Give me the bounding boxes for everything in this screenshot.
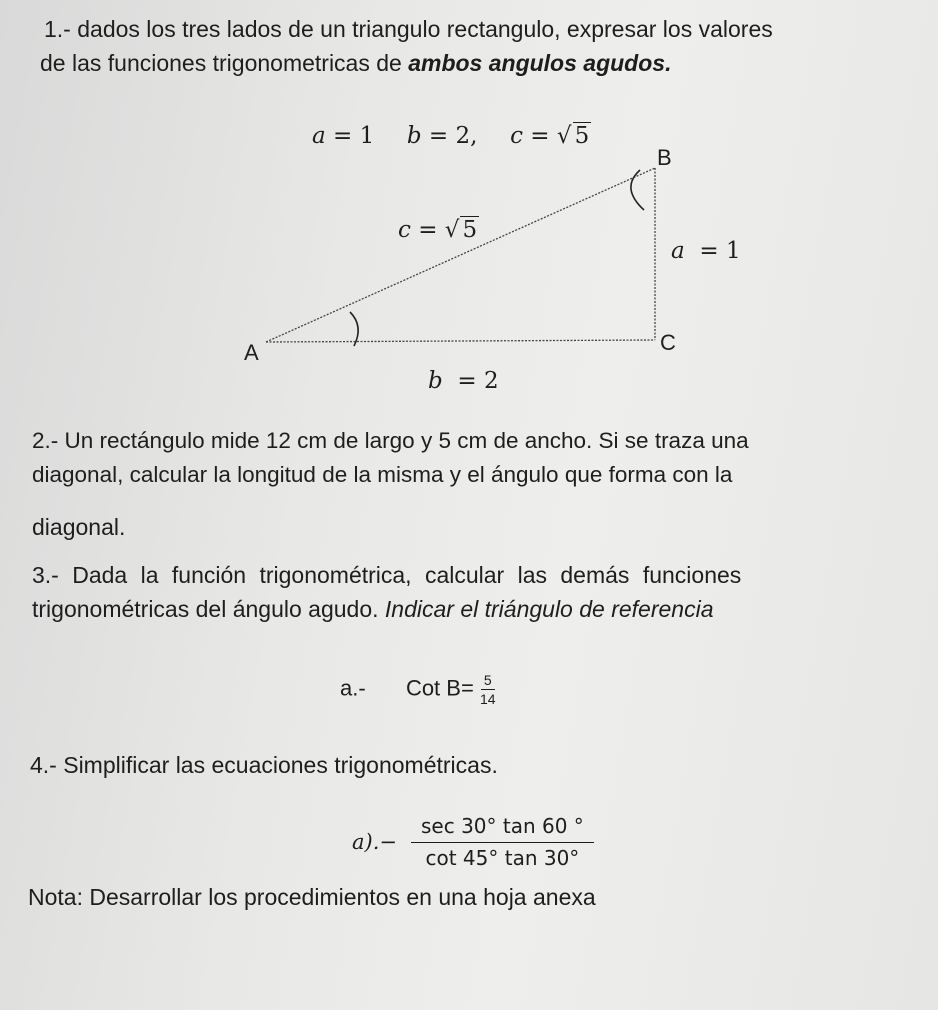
problem3-item-expr: Cot B= <box>405 675 474 701</box>
side-b-var: b <box>428 368 443 394</box>
given-values: a = 1 b = 2, c = √ 5 <box>312 123 590 149</box>
side-b-label: b = 2 <box>428 368 499 394</box>
hyp-var: c <box>398 217 411 243</box>
hypotenuse-line <box>266 168 655 342</box>
cot-b-fraction <box>480 672 496 707</box>
simplify-fraction <box>411 814 594 870</box>
simplify-denominator: cot 45° tan 30° <box>425 846 580 870</box>
side-a-label: a = 1 <box>671 238 741 264</box>
problem1-line2-prefix: de las funciones trigonometricas de <box>40 50 409 76</box>
problem2-line2: diagonal, calcular la longitud de la misma y el ángulo que forma con la <box>32 462 733 487</box>
given-a-val: 1 <box>359 123 375 149</box>
problem2-line1: 2.- Un rectángulo mide 12 cm de largo y 5 cm de ancho. Si se traza una <box>32 428 749 453</box>
side-a-val: 1 <box>725 238 741 264</box>
problem4-item-label: a).− <box>352 830 397 854</box>
note: Nota: Desarrollar los procedimientos en una hoja anexa <box>28 884 596 910</box>
vertex-A-label: A <box>244 340 259 365</box>
vertex-C-label: C <box>660 330 676 355</box>
problem3-line1: 3.- Dada la función trigonométrica, calcular las demás funciones <box>32 562 742 588</box>
problem2-line3: diagonal. <box>32 514 126 540</box>
hypotenuse-label: c = √ 5 <box>398 217 478 243</box>
side-b-val: 2 <box>483 368 499 394</box>
problem3-item-label: a.- <box>340 675 366 701</box>
problem3-item-a <box>340 672 496 707</box>
cot-b-numerator: 5 <box>481 672 495 690</box>
problem3-line2 <box>32 596 714 623</box>
side-a-var: a <box>671 238 685 264</box>
given-c-radicand: 5 <box>574 123 590 149</box>
given-b-var: b <box>406 123 422 149</box>
problem1-line2-emphasis: ambos angulos agudos. <box>408 50 672 76</box>
given-a-var: a <box>312 123 326 149</box>
cot-b-denominator: 14 <box>479 691 496 707</box>
problem3-line2-prefix: trigonométricas del ángulo agudo. <box>32 596 385 622</box>
problem4-item-a <box>352 814 594 870</box>
hyp-radicand: 5 <box>462 217 478 243</box>
problem3-line2-italic: Indicar el triángulo de referencia <box>384 596 714 622</box>
problem1-line1: 1.- dados los tres lados de un triangulo rectangulo, expresar los valores <box>44 16 773 42</box>
given-b-val: 2 <box>455 123 471 149</box>
simplify-numerator: sec 30° tan 60 ° <box>411 814 594 843</box>
given-c-var: c <box>510 123 523 149</box>
problem4-heading: 4.- Simplificar las ecuaciones trigonométricas. <box>30 752 498 778</box>
side-b-line <box>266 340 655 342</box>
vertex-B-label: B <box>657 145 672 170</box>
